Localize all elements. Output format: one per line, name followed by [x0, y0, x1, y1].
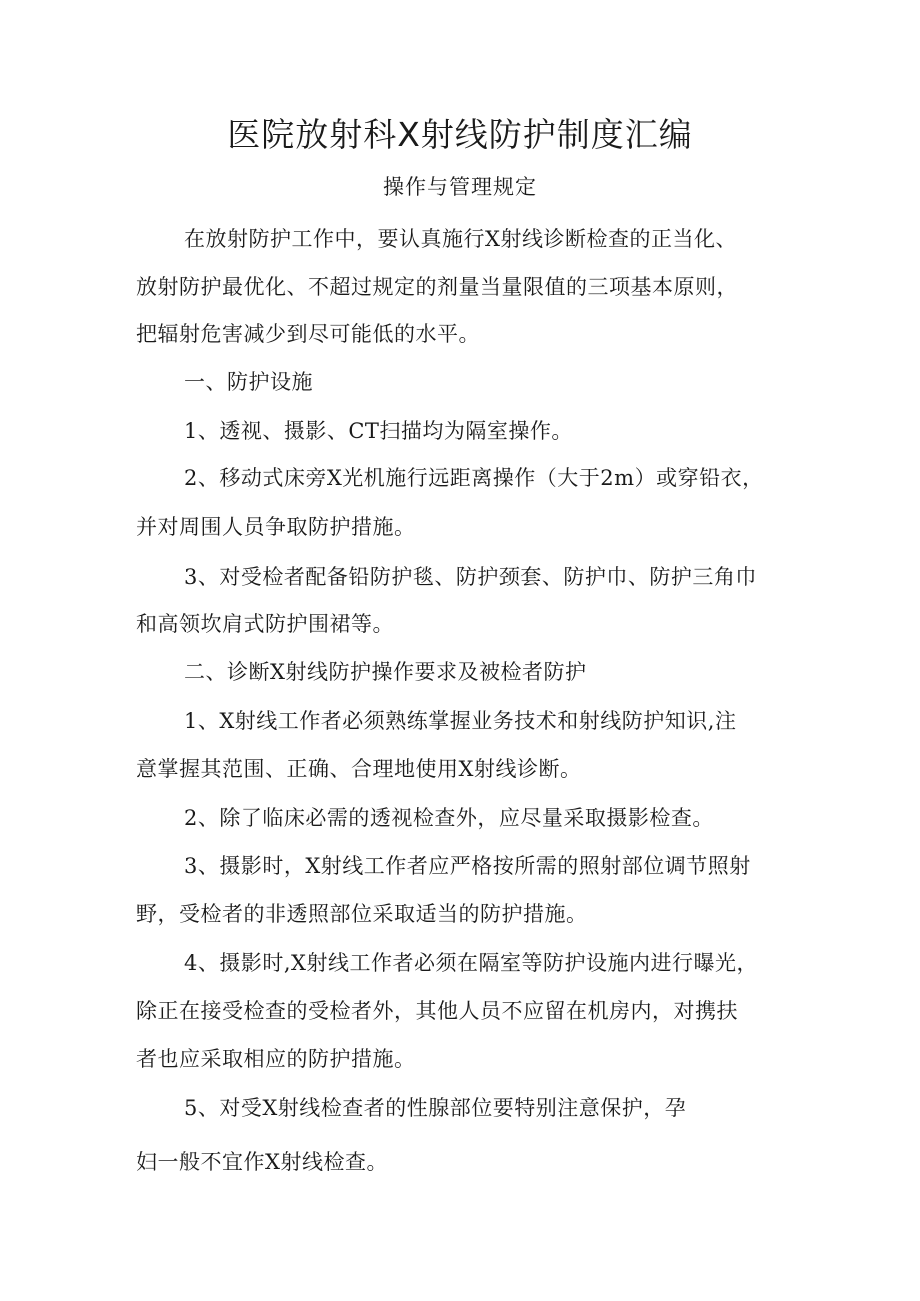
paragraph-line: 4、摄影时,X射线工作者必须在隔室等防护设施内进行曝光，	[184, 951, 758, 975]
paragraph-line: 意掌握其范围、正确、合理地使用X射线诊断。	[136, 757, 582, 781]
paragraph-line: 2、除了临床必需的透视检查外，应尽量采取摄影检查。	[184, 806, 714, 830]
paragraph-line: 把辐射危害减少到尽可能低的水平。	[136, 322, 480, 346]
document-title: 医院放射科X射线防护制度汇编	[227, 115, 693, 154]
paragraph-line: 和高领坎肩式防护围裙等。	[136, 612, 394, 636]
paragraph-line: 放射防护最优化、不超过规定的剂量当量限值的三项基本原则，	[136, 275, 738, 299]
paragraph-line: 并对周围人员争取防护措施。	[136, 515, 416, 539]
paragraph-line: 野，受检者的非透照部位采取适当的防护措施。	[136, 902, 588, 926]
paragraph-line: 者也应采取相应的防护措施。	[136, 1047, 416, 1071]
paragraph-line: 2、移动式床旁X光机施行远距离操作（大于2m）或穿铅衣，	[184, 466, 764, 490]
paragraph-line: 3、摄影时，X射线工作者应严格按所需的照射部位调节照射	[184, 854, 751, 878]
paragraph-line: 妇一般不宜作X射线检查。	[136, 1150, 388, 1174]
paragraph-line: 5、对受X射线检查者的性腺部位要特别注意保护，孕	[184, 1096, 687, 1120]
paragraph-line: 1、透视、摄影、CT扫描均为隔室操作。	[184, 419, 573, 443]
paragraph-line: 3、对受检者配备铅防护毯、防护颈套、防护巾、防护三角巾	[184, 565, 757, 589]
paragraph-line: 在放射防护工作中，要认真施行X射线诊断检查的正当化、	[184, 227, 737, 251]
section-heading: 二、诊断X射线防护操作要求及被检者防护	[184, 660, 587, 684]
document-subtitle: 操作与管理规定	[383, 175, 537, 199]
paragraph-line: 除正在接受检查的受检者外，其他人员不应留在机房内，对携扶	[136, 999, 738, 1023]
paragraph-line: 1、X射线工作者必须熟练掌握业务技术和射线防护知识,注	[184, 709, 737, 733]
section-heading: 一、防护设施	[184, 370, 313, 394]
